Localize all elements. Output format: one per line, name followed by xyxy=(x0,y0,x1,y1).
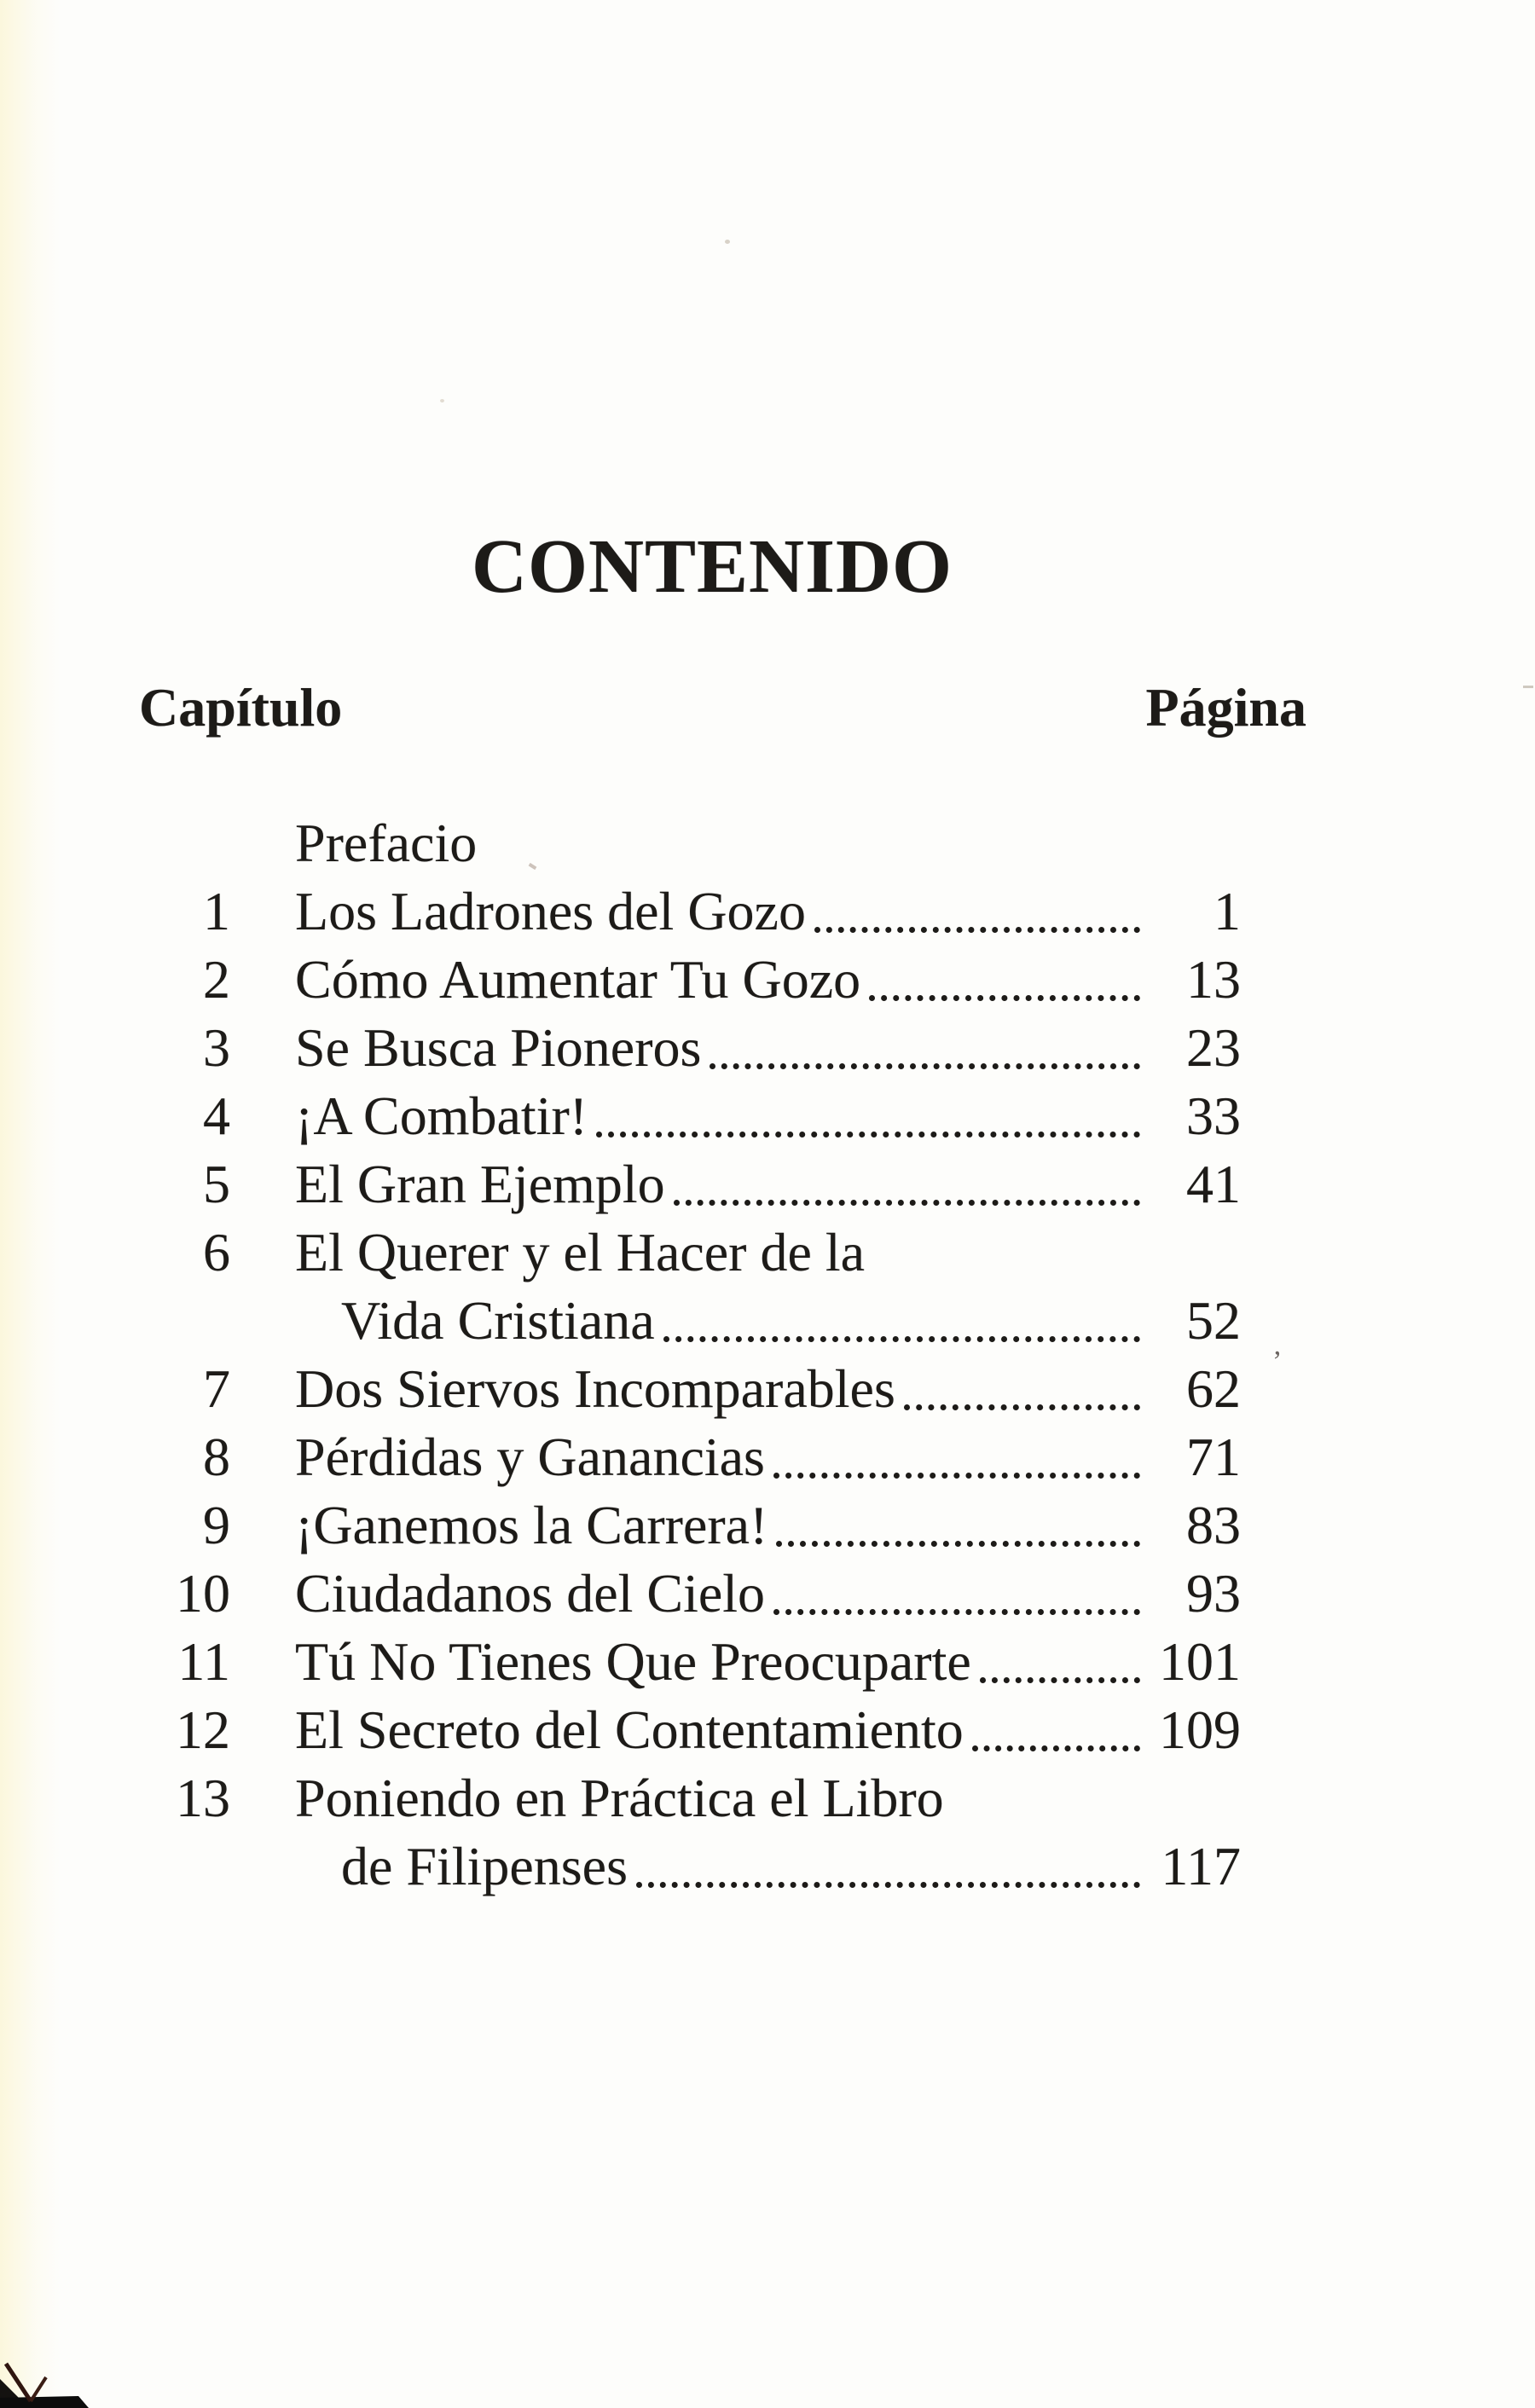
page-number: 62 xyxy=(1186,1358,1241,1419)
toc-entry xyxy=(102,1560,1241,1628)
dot-leader xyxy=(972,1745,1140,1751)
chapter-number: 3 xyxy=(203,1017,230,1078)
toc-entry-line xyxy=(295,1423,1241,1491)
toc-entry xyxy=(102,1150,1241,1218)
chapter-title: Cómo Aumentar Tu Gozo xyxy=(295,949,861,1010)
chapter-title-block xyxy=(295,877,1241,946)
dot-leader xyxy=(776,1541,1140,1547)
chapter-title-block xyxy=(295,1218,1241,1355)
scan-speck: ’ xyxy=(1272,1346,1283,1377)
chapter-title-block xyxy=(295,1628,1241,1696)
bottom-left-scan-mark xyxy=(0,2345,111,2408)
chapter-title: El Gran Ejemplo xyxy=(295,1154,665,1214)
chapter-title-block xyxy=(295,1491,1241,1560)
page-number: 117 xyxy=(1161,1836,1241,1896)
chapter-title-block xyxy=(295,1082,1241,1150)
toc-entry xyxy=(102,1014,1241,1082)
dot-leader xyxy=(904,1404,1140,1410)
chapter-number: 2 xyxy=(203,949,230,1010)
chapter-title: de Filipenses xyxy=(341,1836,628,1896)
toc-entry xyxy=(102,809,1241,877)
dot-leader xyxy=(663,1336,1140,1342)
toc-entry-line xyxy=(341,1287,1241,1355)
chapter-title: El Secreto del Contentamiento xyxy=(295,1699,964,1760)
toc-entry xyxy=(102,1764,1241,1901)
dot-leader xyxy=(869,995,1140,1001)
chapter-column-header: Capítulo xyxy=(139,677,343,738)
page-column-header: Página xyxy=(1145,677,1306,738)
page-number: 71 xyxy=(1186,1427,1241,1487)
chapter-number: 1 xyxy=(203,881,230,941)
toc-entry-line xyxy=(295,1150,1241,1218)
page-edge-yellow-tint xyxy=(0,0,67,2408)
chapter-number: 7 xyxy=(203,1358,230,1419)
page-title: CONTENIDO xyxy=(471,524,953,610)
scan-speck xyxy=(440,399,444,402)
toc-entry-line xyxy=(295,1491,1241,1560)
toc-entry-line xyxy=(341,1832,1241,1901)
page-number: 93 xyxy=(1186,1563,1241,1624)
chapter-title: Prefacio xyxy=(295,813,478,873)
chapter-number: 12 xyxy=(176,1699,230,1760)
dot-leader xyxy=(674,1200,1140,1206)
chapter-title-block xyxy=(295,1150,1241,1218)
chapter-number: 9 xyxy=(203,1495,230,1555)
page-number: 1 xyxy=(1214,881,1241,941)
toc-entry xyxy=(102,1491,1241,1560)
column-headers xyxy=(139,674,1306,742)
dot-leader xyxy=(596,1132,1140,1137)
toc-entry xyxy=(102,1082,1241,1150)
toc-entry xyxy=(102,1355,1241,1423)
chapter-title-block xyxy=(295,809,1241,877)
toc-entry-line xyxy=(295,1628,1241,1696)
toc-entry xyxy=(102,1628,1241,1696)
chapter-title-block xyxy=(295,1014,1241,1082)
chapter-title-block xyxy=(295,1764,1241,1901)
toc-entry-line xyxy=(295,877,1241,946)
chapter-title-block xyxy=(295,1696,1241,1764)
toc-entry xyxy=(102,1696,1241,1764)
toc-entry-line xyxy=(295,1696,1241,1764)
chapter-title: Tú No Tienes Que Preocuparte xyxy=(295,1631,971,1692)
chapter-title: Ciudadanos del Cielo xyxy=(295,1563,766,1624)
page-number: 13 xyxy=(1186,949,1241,1010)
chapter-number: 8 xyxy=(203,1427,230,1487)
chapter-title: Los Ladrones del Gozo xyxy=(295,881,806,941)
toc-entry-line xyxy=(295,1355,1241,1423)
dot-leader xyxy=(636,1882,1140,1888)
toc-entry-line xyxy=(295,946,1241,1014)
chapter-number: 6 xyxy=(203,1222,230,1282)
chapter-title-block xyxy=(295,1423,1241,1491)
page-number: 33 xyxy=(1186,1085,1241,1146)
page-number: 109 xyxy=(1159,1699,1241,1760)
dot-leader xyxy=(710,1063,1140,1069)
chapter-title: ¡A Combatir! xyxy=(295,1085,588,1146)
dot-leader xyxy=(773,1473,1140,1479)
toc-entry-line xyxy=(295,1218,1241,1287)
chapter-title: Pérdidas y Ganancias xyxy=(295,1427,765,1487)
toc-entry xyxy=(102,1423,1241,1491)
toc-entry xyxy=(102,946,1241,1014)
scan-speck xyxy=(1523,686,1533,688)
chapter-number: 10 xyxy=(176,1563,230,1624)
chapter-number: 11 xyxy=(177,1631,230,1692)
page-number: 41 xyxy=(1186,1154,1241,1214)
chapter-title: Vida Cristiana xyxy=(341,1290,655,1351)
chapter-title: Se Busca Pioneros xyxy=(295,1017,702,1078)
chapter-title: Dos Siervos Incomparables xyxy=(295,1358,895,1419)
dot-leader xyxy=(980,1677,1140,1683)
toc-entry xyxy=(102,877,1241,946)
chapter-title-block xyxy=(295,946,1241,1014)
chapter-title: Poniendo en Práctica el Libro xyxy=(295,1768,944,1828)
dot-leader xyxy=(773,1609,1140,1615)
page-number: 83 xyxy=(1186,1495,1241,1555)
chapter-title-block xyxy=(295,1560,1241,1628)
toc-entry-line xyxy=(295,1560,1241,1628)
toc-entry-line xyxy=(295,1014,1241,1082)
table-of-contents xyxy=(102,809,1241,1901)
toc-entry-line xyxy=(295,809,1241,877)
page-number: 52 xyxy=(1186,1290,1241,1351)
toc-entry-line xyxy=(295,1082,1241,1150)
toc-entry-line xyxy=(295,1764,1241,1832)
scan-speck xyxy=(725,240,730,244)
chapter-title-block xyxy=(295,1355,1241,1423)
chapter-number: 4 xyxy=(203,1085,230,1146)
dot-leader xyxy=(814,927,1140,933)
chapter-number: 5 xyxy=(203,1154,230,1214)
toc-entry xyxy=(102,1218,1241,1355)
chapter-title: El Querer y el Hacer de la xyxy=(295,1222,866,1282)
chapter-title: ¡Ganemos la Carrera! xyxy=(295,1495,768,1555)
chapter-number: 13 xyxy=(176,1768,230,1828)
page-number: 23 xyxy=(1186,1017,1241,1078)
page-number: 101 xyxy=(1159,1631,1241,1692)
